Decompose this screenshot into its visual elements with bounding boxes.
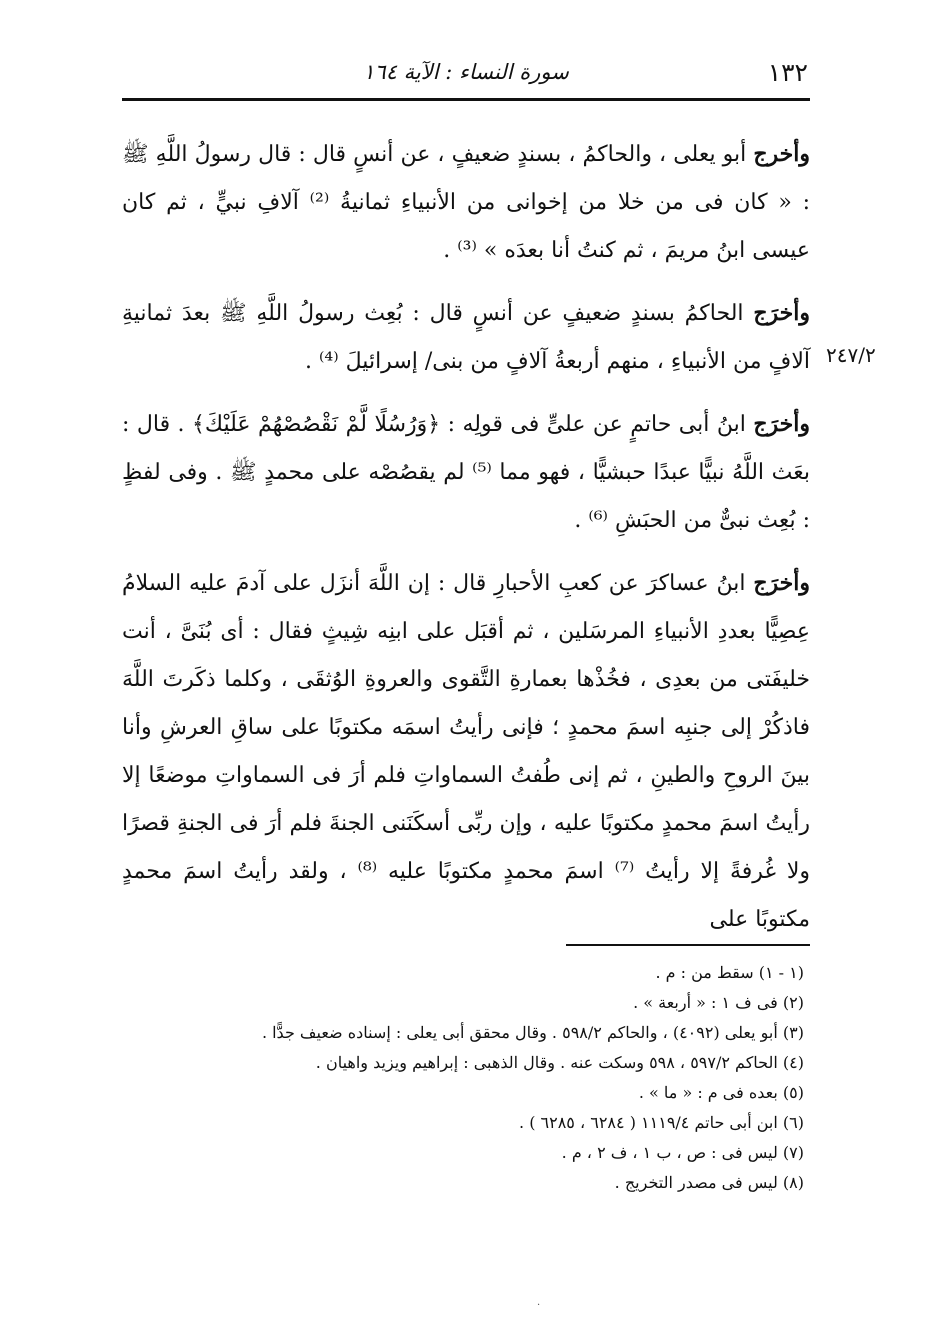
footnote: (٨) ليس فى مصدر التخريج . [614, 1173, 804, 1192]
paragraph-body: ابنُ أبى حاتمٍ عن علىٍّ فى قولِه : ﴿وَرُسُلًا لَّمْ نَقْصُصْهُمْ عَلَيْكَ﴾ . قال : بعَث اللَّهُ نبيًّا عبدًا حبشيًّا ، فهو مما ⁽⁵⁾ لم يقصُصْه على محمدٍ ﷺ . وفى لفظٍ : بُعِث نبىٌّ من الحبَشِ ⁽⁶⁾ . [122, 412, 810, 533]
footnote: (٢) فى ف ١ : « أربعة » . [633, 993, 804, 1012]
margin-reference: ٢٤٧/٢ [826, 343, 876, 367]
paragraph-ali-ibn-abi-hatim [122, 400, 810, 545]
paragraph-anas-hakim [122, 289, 810, 386]
footnotes [150, 958, 810, 1198]
paragraph-lead: وأخرَج [753, 411, 810, 437]
running-title: سورة النساء : الآية ١٦٤ [363, 60, 569, 84]
page-number: ١٣٢ [767, 58, 808, 87]
scan-speck: · [537, 1300, 541, 1311]
footnote: (٣) أبو يعلى (٤٠٩٢) ، والحاكم ٥٩٨/٢ . وقال محقق أبى يعلى : إسناده ضعيف جدًّا . [261, 1023, 804, 1042]
footnote-divider [566, 944, 810, 946]
paragraph-body: أبو يعلى ، والحاكمُ ، بسندٍ ضعيفٍ ، عن أنسٍ قال : قال رسولُ اللَّهِ ﷺ : « كان فى من خلا من إخوانى من الأنبياءِ ثمانيةُ ⁽²⁾ آلافِ نبيٍّ ، ثم كان عيسى ابنُ مريمَ ، ثم كنتُ أنا بعدَه » ⁽³⁾ . [122, 142, 810, 263]
paragraph-anas-abu-yala [122, 130, 810, 275]
paragraph-lead: وأخرَج [753, 570, 810, 596]
footnote: (١ - ١) سقط من : م . [655, 963, 804, 982]
paragraph-body: الحاكمُ بسندٍ ضعيفٍ عن أنسٍ قال : بُعِث رسولُ اللَّهِ ﷺ بعدَ ثمانيةِ آلافٍ من الأنبياءِ ، منهم أربعةُ آلافٍ من بنى/ إسرائيلَ ⁽⁴⁾ . [122, 301, 810, 374]
footnote: (٦) ابن أبى حاتم ١١١٩/٤ ( ٦٢٨٤ ، ٦٢٨٥ ) . [519, 1113, 804, 1132]
footnote: (٤) الحاكم ٥٩٧/٢ ، ٥٩٨ وسكت عنه . وقال الذهبى : إبراهيم ويزيد واهيان . [315, 1053, 804, 1072]
paragraph-kab-al-ahbar [122, 559, 810, 944]
footnote: (٧) ليس فى : ص ، ب ١ ، ف ٢ ، م . [561, 1143, 804, 1162]
paragraph-body: ابنُ عساكرَ عن كعبِ الأحبارِ قال : إن اللَّهَ أنزَل على آدمَ عليه السلامُ عِصِيًّا بعددِ الأنبياءِ المرسَلين ، ثم أقبَل على ابنِه شِيثٍ فقال : أى بُنَىَّ ، أنت خليفَتى من بعدِى ، فخُذْها بعمارةِ التَّقوى والعروةِ الوُثقَى ، وكلما ذكَرتَ اللَّهَ فاذكُرْ إلى جنبِه اسمَ محمدٍ ؛ فإنى رأيتُ اسمَه مكتوبًا على ساقِ العرشِ وأنا بينَ الروحِ والطينِ ، ثم إنى طُفتُ السماواتِ فلم أرَ فى السماواتِ موضعًا إلا رأيتُ اسمَ محمدٍ مكتوبًا عليه ، وإن ربِّى أسكَنَنى الجنةَ فلم أرَ فى الجنةِ قصرًا ولا غُرفةً إلا رأيتُ ⁽⁷⁾ اسمَ محمدٍ مكتوبًا عليه ⁽⁸⁾ ، ولقد رأيتُ اسمَ محمدٍ مكتوبًا على [122, 571, 811, 932]
paragraph-lead: وأخرج [753, 141, 810, 167]
footnote: (٥) بعده فى م : « ما » . [638, 1083, 804, 1102]
main-text [122, 130, 810, 958]
paragraph-lead: وأخرَج [753, 300, 810, 326]
page-header [122, 50, 810, 101]
